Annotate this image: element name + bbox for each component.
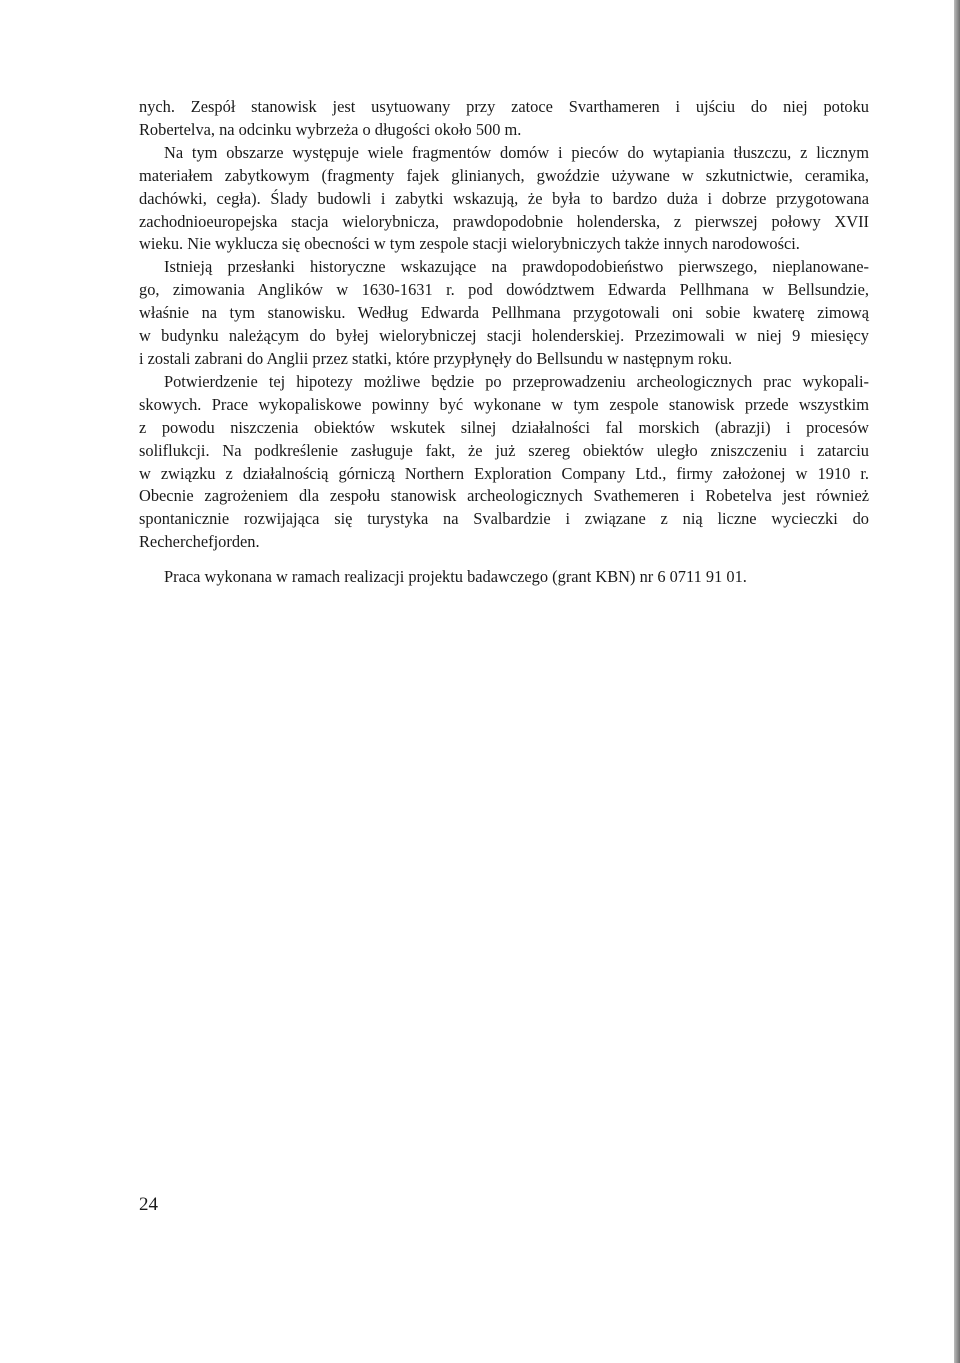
page-number: 24 [139,1194,158,1215]
text-line: właśnie na tym stanowisku. Według Edwarda Pellhmana przygotowali oni sobie kwaterę zimową [139,303,869,323]
text-line: w budynku należącym do byłej wielorybniczej stacji holenderskiej. Przezimowali w niej 9 miesięcy [139,326,869,346]
text-line: w związku z działalnością górniczą Northern Exploration Company Ltd., firmy założonej w 1910 r. [139,463,869,483]
text-line: materiałem zabytkowym (fragmenty fajek glinianych, gwoździe używane w szkutnictwie, ceramika, [139,165,869,185]
text-line: skowych. Prace wykopaliskowe powinny być wykonane w tym zespole stanowisk przede wszystkim [139,394,869,414]
text-line: soliflukcji. Na podkreślenie zasługuje fakt, że już szereg obiektów uległo zniszczeniu i zatarciu [139,440,869,460]
text-line: Potwierdzenie tej hipotezy możliwe będzie po przeprowadzeniu archeologicznych prac wykopali- [164,371,869,391]
text-line: Robertelva, na odcinku wybrzeża o długości około 500 m. [139,119,522,139]
text-line: i zostali zabrani do Anglii przez statki, które przypłynęły do Bellsundu w następnym roku. [139,348,733,368]
text-line: Na tym obszarze występuje wiele fragmentów domów i pieców do wytapiania tłuszczu, z licznym [164,142,869,162]
text-line: z powodu niszczenia obiektów wskutek silnej działalności fal morskich (abrazji) i procesów [139,417,869,437]
text-line: dachówki, cegła). Ślady budowli i zabytki wskazują, że była to bardzo duża i dobrze przygotowana [139,188,869,208]
text-line: Istnieją przesłanki historyczne wskazujące na prawdopodobieństwo pierwszego, nieplanowane- [164,257,869,277]
page-edge-shadow [954,0,960,1363]
text-line: nych. Zespół stanowisk jest usytuowany przy zatoce Svarthameren i ujściu do niej potoku [139,97,869,116]
text-line: wieku. Nie wyklucza się obecności w tym zespole stacji wielorybniczych także innych narodowości. [139,234,800,254]
text-line: spontanicznie rozwijająca się turystyka na Svalbardzie i związane z nią liczne wycieczki do [139,509,869,529]
body-text [139,96,869,554]
text-line: Obecnie zagrożeniem dla zespołu stanowisk archeologicznych Svathemeren i Robetelva jest również [139,486,869,506]
text-line: Recherchefjorden. [139,532,260,552]
text-line: go, zimowania Anglików w 1630-1631 r. pod dowództwem Edwarda Pellhmana w Bellsundzie, [139,280,869,300]
text-line: zachodnioeuropejska stacja wielorybnicza, prawdopodobnie holenderska, z pierwszej połowy XVII [139,211,869,231]
grant-note: Praca wykonana w ramach realizacji projektu badawczego (grant KBN) nr 6 0711 91 01. [164,567,747,586]
